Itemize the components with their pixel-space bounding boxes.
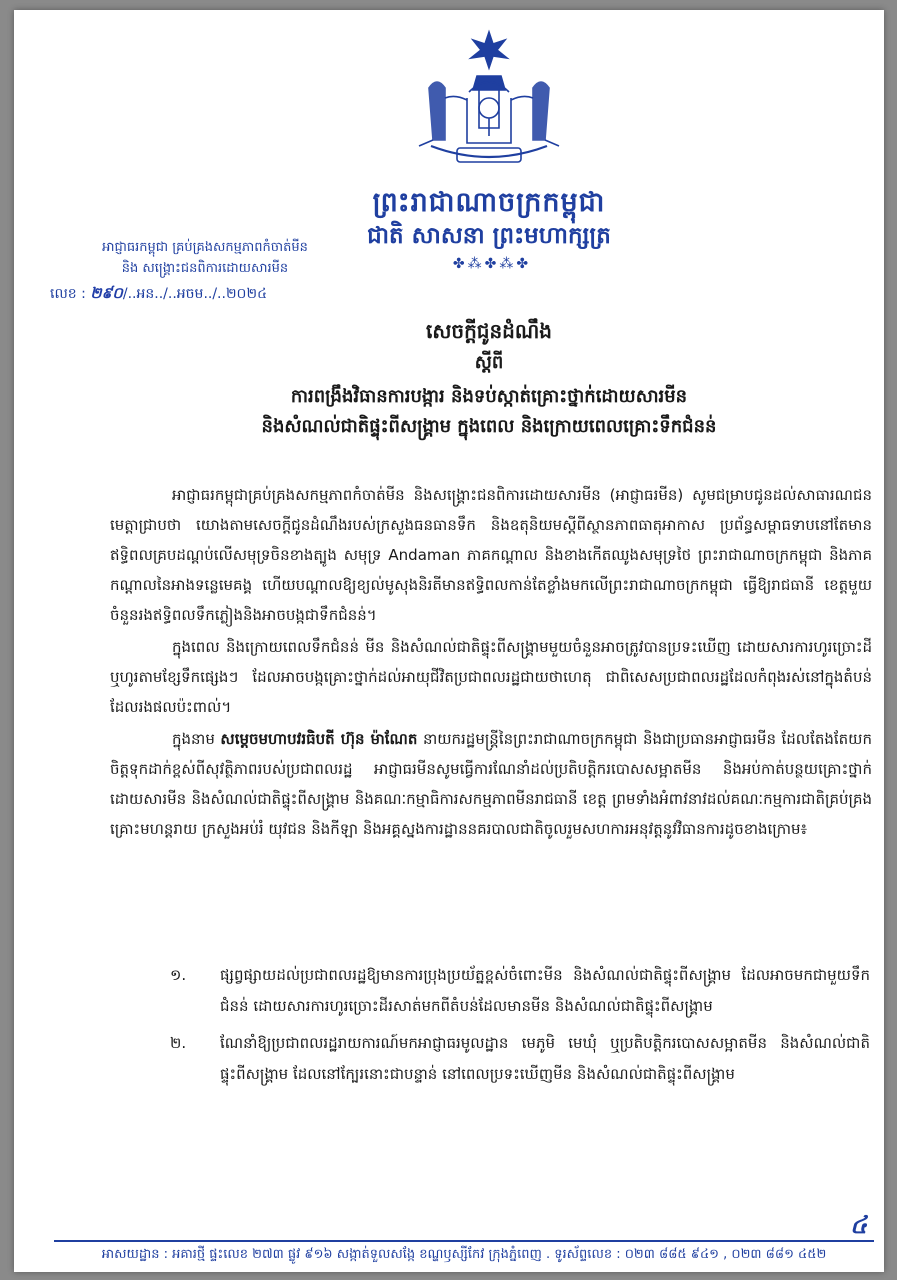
paragraph-3-text: នាយករដ្ឋមន្ត្រីនៃព្រះរាជាណាចក្រកម្ពុជា និងជាប្រធានអាជ្ញាធរមីន ដែលតែងតែយកចិត្តទុកដាក់ខ្ពស់ពីសុវត្ថិភាពរបស់ប្រជាពលរដ្ឋ អាជ្ញាធរមីនសូមធ្វើការណែនាំដល់ប្រតិបត្តិករបោសសម្អាតមីន និងអប់កាត់បន្ថយគ្រោះថ្នាក់ដោយសារមីន និងសំណល់ជាតិផ្ទុះពីសង្គ្រាម និងគណៈកម្មាធិការសកម្មភាពមីនរាជធានី ខេត្ត ព្រមទាំងអំពាវនាវដល់គណៈកម្មការជាតិគ្រប់គ្រងគ្រោះមហន្តរាយ ក្រសួងអប់រំ យុវជន និងកីឡា និងអគ្គស្នងការដ្ឋាននគរបាលជាតិចូលរួមសហការអនុវត្តនូវវិធានការដូចខាងក្រោម៖: [110, 730, 872, 838]
document-page: [14, 10, 884, 1272]
royal-emblem-icon: [409, 28, 569, 183]
paragraph-3-intro: ក្នុងនាម: [172, 730, 215, 748]
list-item: [170, 960, 870, 1022]
list-item-text: ផ្សព្វផ្សាយដល់ប្រជាពលរដ្ឋឱ្យមានការប្រុងប្រយ័ត្នខ្ពស់ចំពោះមីន និងសំណល់ជាតិផ្ទុះពីសង្គ្រាម ដែលអាចមកជាមួយទឹកជំនន់ ដោយសារការហូរច្រោះដីរសាត់មកពីតំបន់ដែលមានមីន និងសំណល់ជាតិផ្ទុះពីសង្គ្រាម: [220, 966, 870, 1015]
document-about: ស្តីពី: [474, 352, 504, 373]
reference-number: [50, 284, 267, 306]
paragraph-3: [110, 724, 872, 844]
kingdom-name: ព្រះរាជាណាចក្រកម្ពុជា: [372, 187, 606, 218]
list-item-number: ២.: [170, 1034, 187, 1052]
paragraph-2: ក្នុងពេល និងក្រោយពេលទឹកជំនន់ មីន និងសំណល់ជាតិផ្ទុះពីសង្គ្រាមមួយចំនួនអាចត្រូវបានប្រទះឃើញ ដោយសារការហូរច្រោះដី ឬហូរតាមខ្សែទឹកផ្សេងៗ ដែលអាចបង្កគ្រោះថ្នាក់ដល់អាយុជីវិតប្រជាពលរដ្ឋជាយថាហេតុ ជាពិសេសប្រជាពលរដ្ឋដែលកំពុងរស់នៅក្នុងតំបន់ដែលរងផលប៉ះពាល់។: [110, 638, 872, 716]
document-subject: [144, 382, 834, 442]
list-item: [170, 1028, 870, 1090]
authority-line-1: អាជ្ញាធរកម្ពុជា គ្រប់គ្រងសកម្មភាពកំចាត់មីន: [102, 240, 308, 255]
page-number: ៤: [850, 1210, 867, 1239]
ornament-divider: ✤⁂✤⁂✤: [452, 256, 532, 272]
list-item-number: ១.: [170, 966, 187, 984]
authority-line-2: និង សង្គ្រោះជនពិការដោយសារមីន: [121, 261, 289, 276]
issuing-authority: [50, 237, 360, 279]
paragraph-1: អាជ្ញាធរកម្ពុជាគ្រប់គ្រងសកម្មភាពកំចាត់មីន និងសង្គ្រោះជនពិការដោយសារមីន (អាជ្ញាធរមីន) សូមជម្រាបជូនដល់សាធារណជនមេត្តាជ្រាបថា យោងតាមសេចក្តីជូនដំណឹងរបស់ក្រសួងធនធានទឹក និងឧតុនិយមស្តីពីស្ថានភាពធាតុអាកាស ប្រព័ន្ធសម្ពាធទាបនៅតែមានឥទ្ធិពលគ្របដណ្តប់លើសមុទ្រចិនខាងត្បូង សមុទ្រ Andaman ភាគកណ្តាល និងខាងកើតឈូងសមុទ្រថៃ ព្រះរាជាណាចក្រកម្ពុជា និងភាគកណ្តាលនៃអាងទន្លេមេគង្គ ហើយបណ្តាលឱ្យខ្យល់មូសុងនិរតីមានឥទ្ធិពលកាន់តែខ្លាំងមកលើព្រះរាជាណាចក្រកម្ពុជា ធ្វើឱ្យរាជធានី ខេត្តមួយចំនួនរងឥទ្ធិពលទឹកភ្លៀងនិងអាចបង្កជាទឹកជំនន់។: [110, 486, 872, 624]
subject-line-2: និងសំណល់ជាតិផ្ទុះពីសង្គ្រាម ក្នុងពេល និងក្រោយពេលគ្រោះទឹកជំនន់: [261, 416, 717, 437]
document-title: សេចក្តីជូនដំណឹង: [426, 319, 552, 343]
subject-line-1: ការពង្រឹងវិធានការបង្ការ និងទប់ស្កាត់គ្រោះថ្នាក់ដោយសារមីន: [290, 386, 688, 407]
prime-minister-name: សម្តេចមហាបវរធិបតី ហ៊ុន ម៉ាណែត: [220, 730, 418, 748]
ref-prefix: លេខ :: [50, 286, 86, 302]
document-body: [110, 480, 872, 846]
ref-handwritten-number: ២៩០: [90, 284, 123, 302]
footer-address: អាសយដ្ឋាន : អគារថ្មី ផ្ទះលេខ ២៧៣ ផ្លូវ ៩១៦ សង្កាត់ទួលសង្កែ ខណ្ឌឫស្សីកែវ ក្រុងភ្នំពេញ . ទូរស័ព្ទលេខ : ០២៣ ៨៨៥ ៩៤១ , ០២៣ ៨៨១ ៤៥២: [101, 1247, 827, 1262]
ref-suffix: /..អន../..អចម../..២០២៤: [122, 286, 267, 302]
measures-list: [170, 960, 870, 1096]
list-item-text: ណែនាំឱ្យប្រជាពលរដ្ឋរាយការណ៍មកអាជ្ញាធរមូលដ្ឋាន មេភូមិ មេឃុំ ឬប្រតិបត្តិករបោសសម្អាតមីន និងសំណល់ជាតិផ្ទុះពីសង្គ្រាម ដែលនៅក្បែរនោះជាបន្ទាន់ នៅពេលប្រទះឃើញមីន និងសំណល់ជាតិផ្ទុះពីសង្គ្រាម: [220, 1034, 870, 1083]
national-motto: ជាតិ សាសនា ព្រះមហាក្សត្រ: [367, 222, 611, 249]
footer-divider: [54, 1240, 874, 1242]
